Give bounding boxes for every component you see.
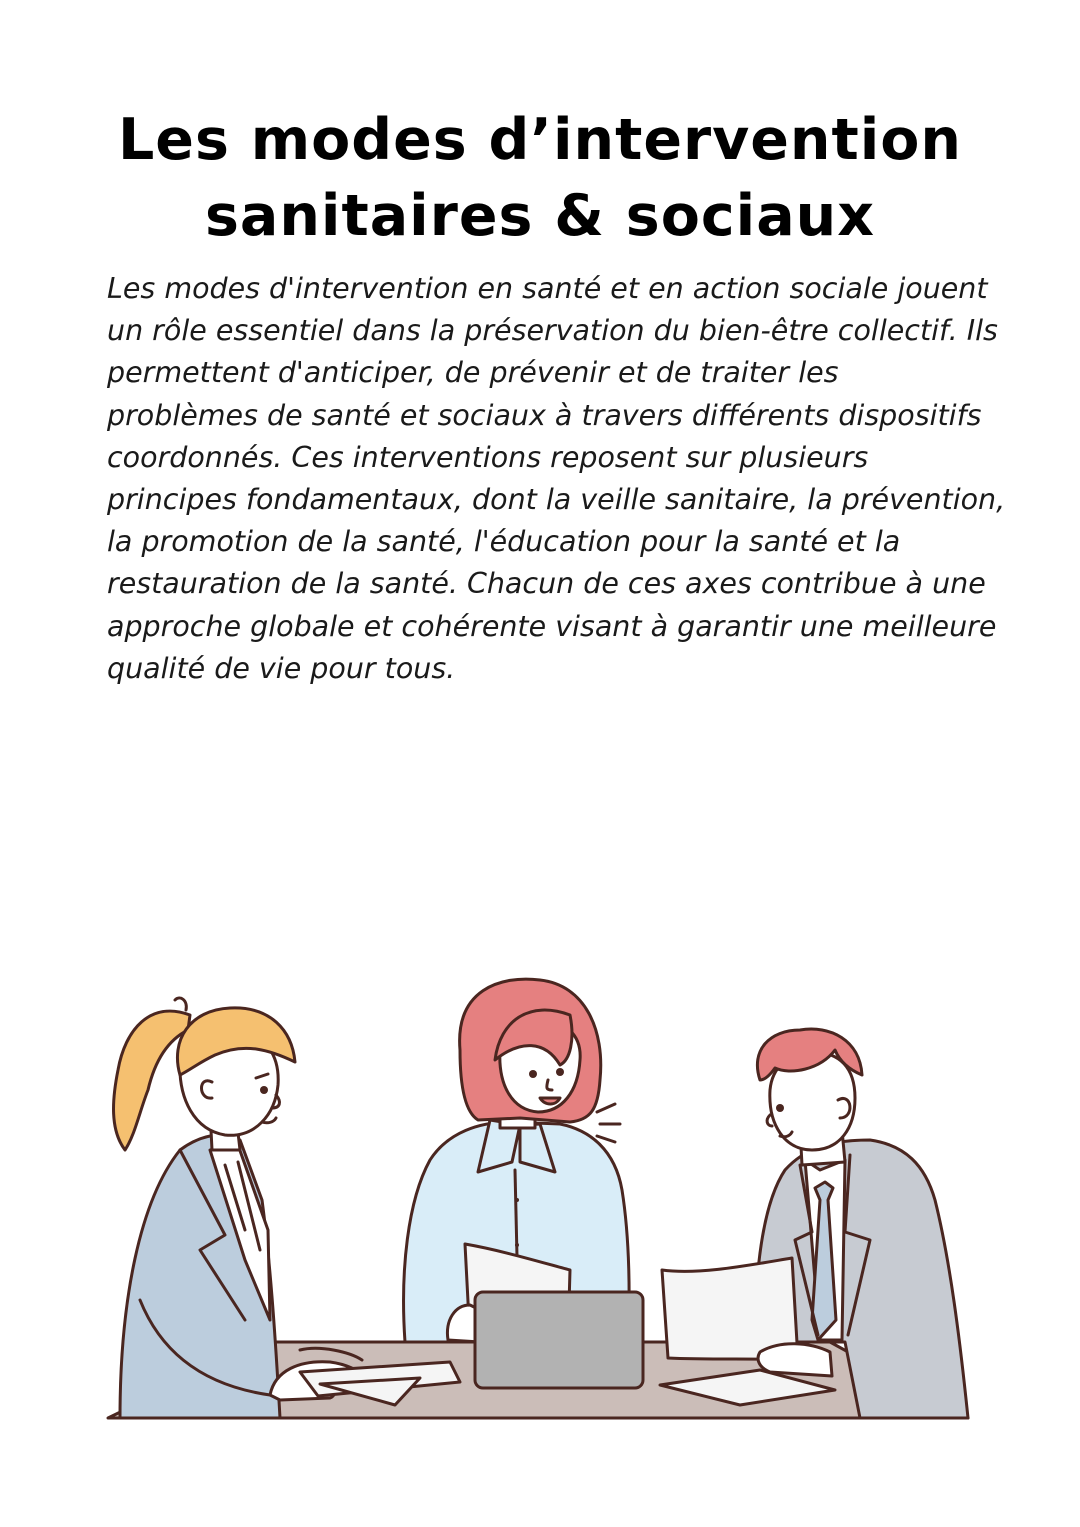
intro-line: restauration de la santé. Chacun de ces axes contribue à une [107,567,986,601]
laptop [475,1292,643,1388]
title-line-1: Les modes d’intervention [117,107,963,173]
intro-line: problèmes de santé et sociaux à travers différents dispositifs [107,398,982,432]
intro-line: permettent d'anticiper, de prévenir et de traiter les [107,356,839,390]
team-meeting-illustration [100,975,980,1425]
right-hand [758,1344,832,1376]
intro-line: Les modes d'intervention en santé et en action sociale jouent [107,272,988,305]
intro-paragraph [107,268,1006,690]
intro-line: un rôle essentiel dans la préservation du bien-être collectif. Ils [107,314,998,348]
intro-line: approche globale et cohérente visant à garantir une meilleure [107,609,997,643]
intro-line: qualité de vie pour tous. [107,651,456,685]
intro-line: coordonnés. Ces interventions reposent sur plusieurs [107,440,869,474]
title-line-2: sanitaires & sociaux [204,183,876,249]
intro-line: principes fondamentaux, dont la veille sanitaire, la prévention, [107,483,1006,517]
page-title [60,102,1020,254]
intro-line: la promotion de la santé, l'éducation pour la santé et la [107,525,901,559]
